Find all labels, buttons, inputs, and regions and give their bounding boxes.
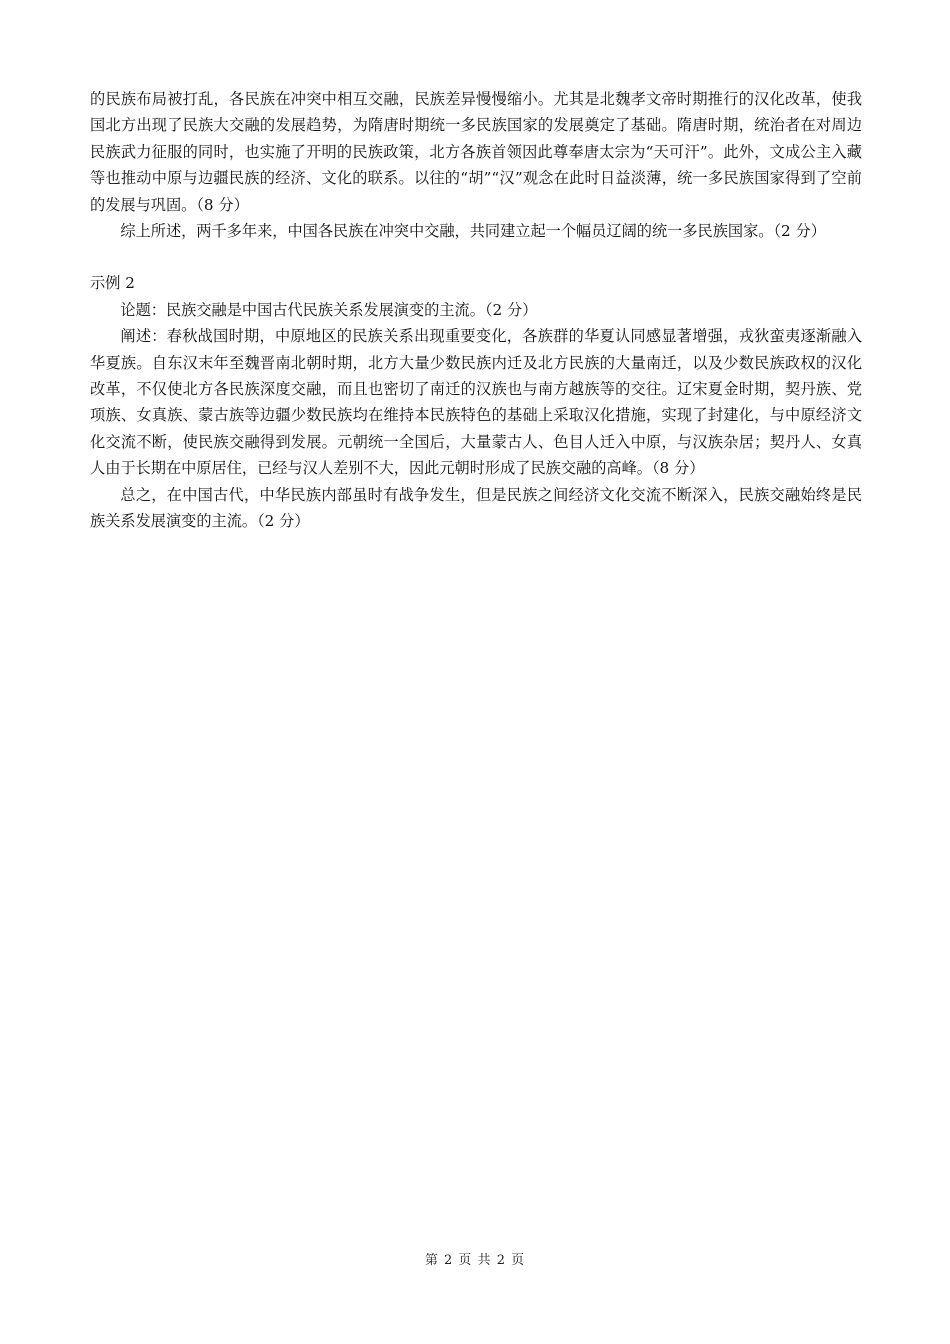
page-footer [0, 1249, 950, 1268]
example-heading: 示例 2 [90, 274, 135, 293]
argument-paragraph: 阐述：春秋战国时期，中原地区的民族关系出现重要变化，各族群的华夏认同感显著增强，戎狄蛮夷逐渐融入华夏族。自东汉末年至魏晋南北朝时期，北方大量少数民族内迁及北方民族的大量南迁，以及少数民族政权的汉化改革，不仅使北方各民族深度交融，而且也密切了南迁的汉族也与南方越族等的交往。辽宋夏金时期，契丹族、党项族、女真族、蒙古族等边疆少数民族均在维持本民族特色的基础上采取汉化措施，实现了封建化，与中原经济文化交流不断，使民族交融得到发展。元朝统一全国后，大量蒙古人、色目人迁入中原，与汉族杂居；契丹人、女真人由于长期在中原居住，已经与汉人差别不大，因此元朝时形成了民族交融的高峰。（8 分） [90, 327, 862, 478]
conclusion-paragraph: 总之，在中国古代，中华民族内部虽时有战争发生，但是民族之间经济文化交流不断深入，民族交融始终是民族关系发展演变的主流。（2 分） [90, 485, 862, 531]
page-number: 第 2 页 共 2 页 [424, 1253, 526, 1268]
thesis-paragraph: 论题：民族交融是中国古代民族关系发展演变的主流。（2 分） [120, 300, 538, 319]
paragraph-summary: 综上所述，两千多年来，中国各民族在冲突中交融，共同建立起一个幅员辽阔的统一多民族国家。（2 分） [120, 222, 826, 241]
document-body [90, 86, 862, 535]
paragraph-continuation: 的民族布局被打乱，各民族在冲突中相互交融，民族差异慢慢缩小。尤其是北魏孝文帝时期推行的汉化改革，使我国北方出现了民族大交融的发展趋势，为隋唐时期统一多民族国家的发展奠定了基础。隋唐时期，统治者在对周边民族武力征服的同时，也实施了开明的民族政策，北方各族首领因此尊奉唐太宗为“天可汗”。此外，文成公主入藏等也推动中原与边疆民族的经济、文化的联系。以往的“胡”“汉”观念在此时日益淡薄，统一多民族国家得到了空前的发展与巩固。（8 分） [90, 90, 862, 214]
